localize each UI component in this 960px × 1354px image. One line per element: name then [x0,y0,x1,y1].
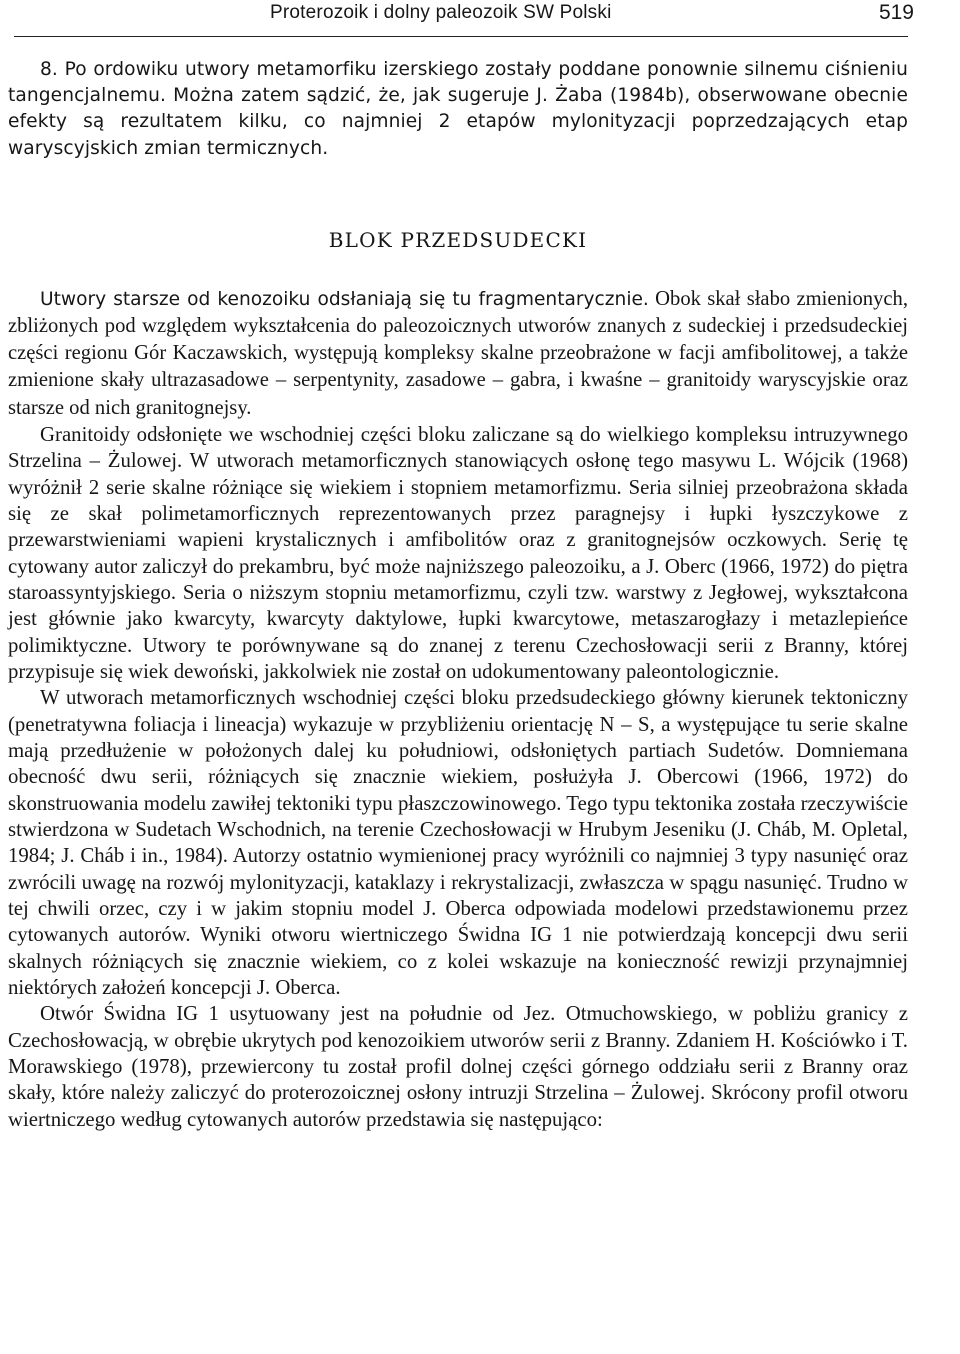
paragraph-older-rocks-lead: Utwory starsze od kenozoiku odsłaniają się tu fragmentarycznie. [40,288,649,310]
paragraph-izera-deformation: 8. Po ordowiku utwory metamorfiku izerskiego zostały poddane ponownie silnemu ciśnieniu tangencjalnemu. Można zatem sądzić, że, jak sugeruje J. Żaba (1984b), obserwowane obecnie efekty są rezultatem kilku, co najmniej 2 etapów mylonityzacji poprzedzających etap waryscyjskich zmian termicznych. [8,59,908,159]
paragraph-granitoids: Granitoidy odsłonięte we wschodniej części bloku zaliczane są do wielkiego kompleksu intruzywnego Strzelina – Żulowej. W utworach metamorficznych stanowiących osłonę tego masywu L. Wójcik (1968) wyróżnił 2 serie skalne różniące się wiekiem i stopniem metamorfizmu. Seria silniej przeobrażona składa się ze skał polimetamorficznych reprezentowanych przez paragnejsy i łupki łyszczykowe z przewarstwieniami wapieni krystalicznych i amfibolitów oraz z granitognejsów oczkowych. Serię tę cytowany autor zaliczył do prekambru, być może najniższego paleozoiku, a J. Oberc (1966, 1972) do piętra staroassyntyjskiego. Seria o niższym stopniu metamorfizmu, czyli tzw. warstwy z Jegłowej, wykształcona jest głównie jako kwarcyty, kwarcyty daktylowe, łupki kwarcytowe, metaszarogłazy i metazlepieńce polimiktyczne. Utwory te porównywane są do znanej z terenu Czechosłowacji serii z Branny, której przypisuje się wiek dewoński, jakkolwiek nie został on udokumentowany paleontologicznie. [8,422,908,683]
paragraph-swidna-borehole: Otwór Świdna IG 1 usytuowany jest na południe od Jez. Otmuchowskiego, w pobliżu granicy z Czechosłowacją, w obrębie ukrytych pod kenozoikiem utworów serii z Branny. Zdaniem H. Kościówko i T. Morawskiego (1978), przewiercony tu został profil dolnej części górnego oddziału serii z Branny oraz skały, które należy zaliczyć do proterozoicznej osłony intruzji Strzelina – Żulowej. Skrócony profil otworu wiertniczego według cytowanych autorów przedstawia się następująco: [8,1002,908,1131]
running-head [14,0,914,37]
paragraph-tectonics: W utworach metamorficznych wschodniej części bloku przedsudeckiego główny kierunek tektoniczny (penetratywna foliacja i lineacja) wykazuje w przybliżeniu orientację N – S, a występujące tu serie skalne mają przedłużenie w położonych dalej ku południowi, odsłoniętych partiach Sudetów. Domniemana obecność dwu serii, różniących się znacznie wiekiem, posłużyła J. Obercowi (1966, 1972) do skonstruowania modelu zawiłej tektoniki typu płaszczowinowego. Tego typu tektonika została rzeczywiście stwierdzona w Sudetach Wschodnich, na terenie Czechosłowacji w Hrubym Jeseniku (J. Cháb, M. Opletal, 1984; J. Cháb i in., 1984). Autorzy ostatnio wymienionej pracy wyróżnili co najmniej 3 typy nasunięć oraz zwrócili uwagę na rozwój mylonityzacji, kataklazy i rekrystalizacji, zwłaszcza w spągu nasunięć. Trudno w tej chwili orzec, czy i w jakim stopniu model J. Oberca odpowiada modelowi przedstawionemu przez cytowanych autorów. Wyniki otworu wiertniczego Świdna IG 1 nie potwierdzają koncepcji dwu serii skalnych różniących się znacznie wiekiem, co z kolei wskazuje na konieczność rewizji przynajmniej niektórych założeń koncepcji J. Oberca. [8,686,908,1000]
paragraph-older-rocks [8,286,908,422]
running-title: Proterozoik i dolny paleozoik SW Polski [270,2,612,23]
page-number: 519 [878,1,914,24]
section-heading: BLOK PRZEDSUDECKI [328,227,588,252]
paragraph-older-rocks-rest: Obok skał słabo zmienionych, zbliżonych pod względem wykształcenia do paleozoicznych utworów znanych z sudeckiej i przedsudeckiej części regionu Gór Kaczawskich, występują kompleksy skalne przeobrażone w facji amfibolitowej, a także zmienione skały ultrazasadowe – serpentynity, zasadowe – gabra, i kwaśne – granitoidy waryscyjskie oraz starsze od nich granitognejsy. [8,287,908,419]
